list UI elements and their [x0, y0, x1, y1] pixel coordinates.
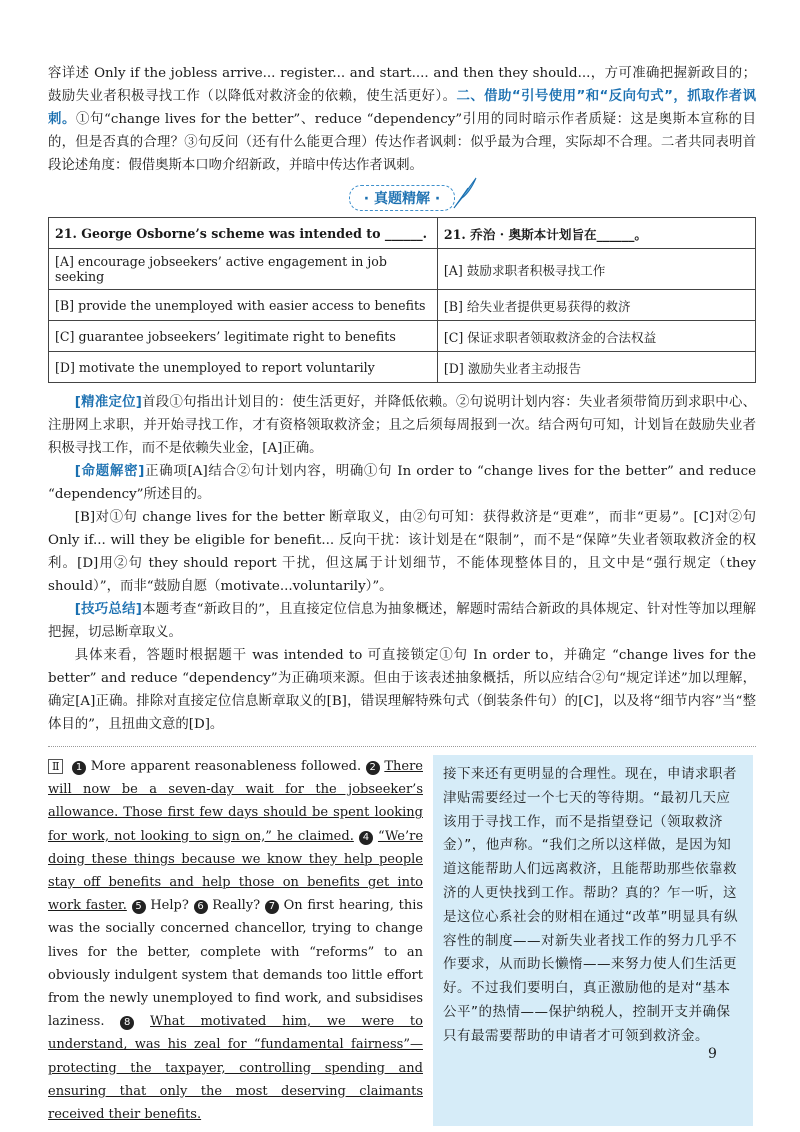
- sentence-number-icon: 7: [265, 900, 279, 914]
- option-cn: [D] 激励失业者主动报告: [437, 352, 755, 383]
- intro-paragraph: 容详述 Only if the jobless arrive... register... and start.... and then they should...，方可准确把握新政目的；鼓励失业者积极寻找工作（以降低对救济金的依赖，使生活更好）。二、借助“引号使用”和“反向句式”，抓取作者讽刺。①句“change lives for the better”、reduce “dependency”引用的同时暗示作者质疑：这是奥斯本宣称的目的，但是否真的合理？③句反问（还有什么能更合理）传达作者讽刺：似乎最为合理，实际却不合理。二者共同表明首段论述角度：假借奥斯本口吻介绍新政，并暗中传达作者讽刺。: [48, 66, 757, 173]
- passage-chinese: 接下来还有更明显的合理性。现在，申请求职者津贴需要经过一个七天的等待期。“最初几天应该用于寻找工作，而不是指望登记（领取救济金）”，他声称。“我们之所以这样做，是因为知道这能帮助人们远离救济，且能帮助那些依靠救济的人更快找到工作。帮助？真的？乍一听，这是这位心系社会的财相在通过“改革”明显具有纵容性的制度——对新失业者找工作的努力几乎不作要求，从而助长懒惰——来努力使人们生活更好。不过我们要明白，真正激励他的是对“基本公平”的热情——保护纳税人，控制开支并确保只有最需要帮助的申请者才可领到救济金。: [433, 755, 753, 1126]
- stem-en: 21. George Osborne’s scheme was intended to ______.: [49, 218, 438, 249]
- analysis-skill: [技巧总结]本题考查“新政目的”，且直接定位信息为抽象概述，解题时需结合新政的具体规定、针对性等加以理解把握，切忌断章取义。: [48, 602, 756, 640]
- analysis-decode: [命题解密]正确项[A]结合②句计划内容，明确①句 In order to “change lives for the better” and reduce “dependency”所述目的。: [48, 464, 756, 502]
- option-en: [D] motivate the unemployed to report voluntarily: [49, 352, 438, 383]
- stem-cn: 21. 乔治 · 奥斯本计划旨在______。: [437, 218, 755, 249]
- option-cn: [A] 鼓励求职者积极寻找工作: [437, 249, 755, 290]
- option-cn: [B] 给失业者提供更易获得的救济: [437, 290, 755, 321]
- sentence-number-icon: 4: [359, 831, 373, 845]
- option-row: [49, 290, 756, 321]
- sentence-number-icon: 6: [194, 900, 208, 914]
- option-row: [49, 321, 756, 352]
- sentence-number-icon: 1: [72, 761, 86, 775]
- option-row: [49, 352, 756, 383]
- option-en: [B] provide the unemployed with easier access to benefits: [49, 290, 438, 321]
- passage-english: Ⅱ 1 More apparent reasonableness followed. 2 There will now be a seven-day wait for the jobseeker’s allowance. Those first few days should be spent looking for work, not looking to sign on,” he claimed. 4 “We’re doing these things because we know they help people stay off benefits and help those on benefits get into work faster. 5 Help? 6 Really? 7 On first hearing, this was the socially concerned chancellor, trying to change lives for the better, complete with “reforms” to an obviously indulgent system that demands too little effort from the newly unemployed to find work, and subsidises laziness. 8 What motivated him, we were to understand, was his zeal for “fundamental fairness”— protecting the taxpayer, controlling spending and ensuring that only the most deserving claimants received their benefits.: [48, 759, 424, 1123]
- section-marker: Ⅱ: [48, 759, 63, 774]
- option-en: [C] guarantee jobseekers’ legitimate right to benefits: [49, 321, 438, 352]
- sentence-number-icon: 8: [120, 1016, 134, 1030]
- analysis-locate: [精准定位]首段①句指出计划目的：使生活更好，并降低依赖。②句说明计划内容：失业者须带简历到求职中心、注册网上求职，并开始寻找工作，才有资格领取救济金；且之后须每周报到一次。结合两句可知，计划旨在鼓励失业者积极寻找工作，而不是依赖失业金，[A]正确。: [48, 395, 756, 456]
- analysis-detail: 具体来看，答题时根据题干 was intended to 可直接锁定①句 In order to，并确定 “change lives for the better” and reduce “dependency”为正确项来源。但由于该表述抽象概括，所以应结合②句“规定详述”加以理解，确定[A]正确。排除对直接定位信息断章取义的[B]，错误理解特殊句式（倒装条件句）的[C]，以及将“细节内容”当“整体目的”，且扭曲文意的[D]。: [48, 648, 756, 732]
- page-content: [48, 62, 756, 1126]
- quill-icon: [450, 176, 480, 210]
- intro-highlight: 二、借助“引号使用”和“反向句式”，抓取作者讽刺。: [48, 89, 756, 127]
- question-table: [48, 217, 756, 383]
- option-en: [A] encourage jobseekers’ active engagement in job seeking: [49, 249, 438, 290]
- sentence-number-icon: 2: [366, 761, 380, 775]
- option-cn: [C] 保证求职者领取救济金的合法权益: [437, 321, 755, 352]
- section-banner: · 真题精解 ·: [349, 185, 455, 211]
- option-row: [49, 249, 756, 290]
- section-divider: [48, 746, 756, 747]
- page-number: 9: [708, 1046, 717, 1062]
- analysis-distractors: [B]对①句 change lives for the better 断章取义，由②句可知：获得救济是“更难”，而非“更易”。[C]对②句 Only if... will they be eligible for benefit... 反向干扰：该计划是在“限制”，而不是“保障”失业者领取救济金的权利。[D]用②句 they should report 干扰，但这属于计划细节，不能体现整体目的，且文中是“强行规定（they should）”，而非“鼓励自愿（motivate...voluntarily）”。: [48, 510, 756, 594]
- passage-block: [48, 755, 756, 1126]
- question-stem-row: [49, 218, 756, 249]
- sentence-number-icon: 5: [132, 900, 146, 914]
- banner-wrap: [48, 185, 756, 211]
